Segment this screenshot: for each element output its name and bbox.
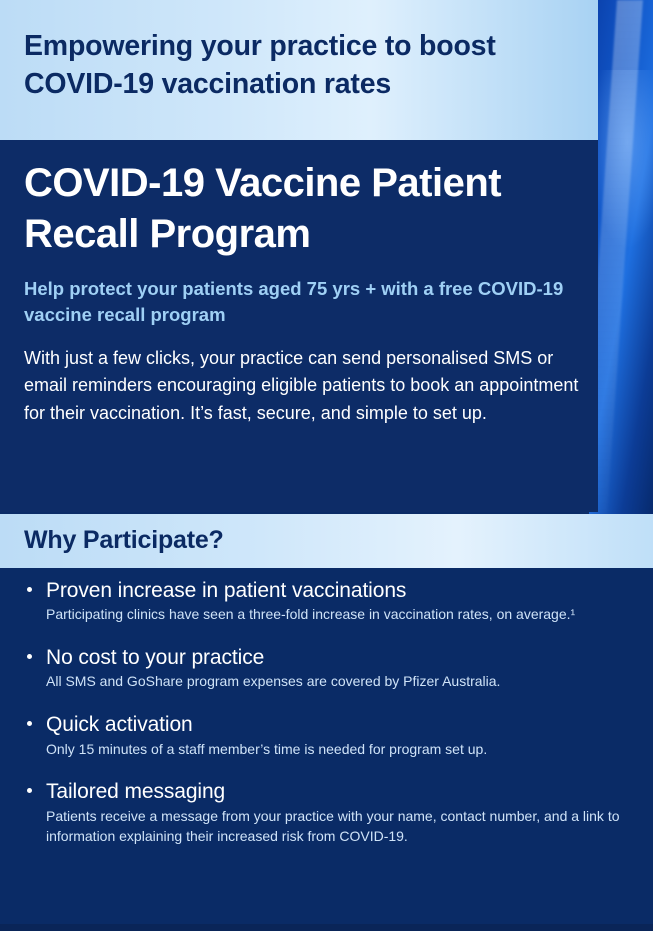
why-participate-title: Why Participate?: [24, 526, 224, 554]
bullet-icon: [27, 587, 32, 592]
benefit-description: Participating clinics have seen a three-fold increase in vaccination rates, on average.¹: [46, 606, 576, 623]
benefit-title: No cost to your practice: [46, 646, 265, 670]
hero-body-text: With just a few clicks, your practice can send personalised SMS or email reminders encouraging eligible patients to book an appointment for their vaccination. It’s fast, secure, and simple to set up.: [24, 348, 579, 423]
list-item: [0, 779, 653, 846]
hero-subtitle: Help protect your patients aged 75 yrs + with a free COVID-19 vaccine recall program: [24, 278, 564, 325]
list-item: [0, 645, 653, 692]
why-participate-band: [0, 514, 653, 568]
list-item: [0, 578, 653, 625]
bottom-rule: [0, 924, 653, 931]
benefit-description: Patients receive a message from your practice with your name, contact number, and a link to information explaining their increased risk from COVID-19.: [46, 807, 620, 844]
header-title: Empowering your practice to boost COVID-19 vaccination rates: [24, 30, 496, 100]
bullet-icon: [27, 654, 32, 659]
decorative-right-gradient-strip: [589, 0, 653, 514]
benefit-description: All SMS and GoShare program expenses are covered by Pfizer Australia.: [46, 673, 501, 690]
benefit-description: Only 15 minutes of a staff member’s time is needed for program set up.: [46, 740, 488, 757]
hero-title: COVID-19 Vaccine Patient Recall Program: [24, 161, 502, 257]
decorative-glow: [589, 70, 653, 250]
bullet-icon: [27, 721, 32, 726]
bullet-icon: [27, 788, 32, 793]
list-item: [0, 712, 653, 759]
hero-section: [0, 140, 598, 512]
header-band: [0, 0, 598, 140]
benefit-title: Proven increase in patient vaccinations: [46, 579, 407, 602]
benefit-title: Tailored messaging: [46, 780, 226, 804]
benefits-list: [0, 578, 653, 866]
benefit-title: Quick activation: [46, 713, 193, 737]
